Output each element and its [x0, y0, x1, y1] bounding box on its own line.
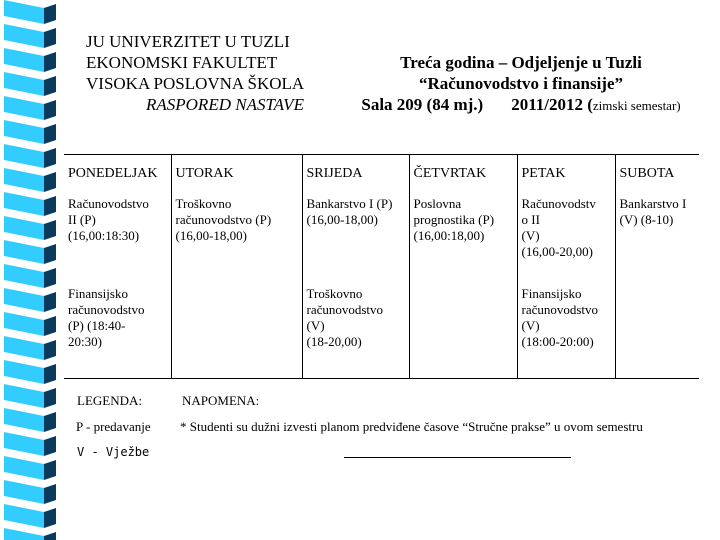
cell-saturday-2 [615, 282, 699, 379]
ribbon-segment [4, 48, 44, 72]
ribbon-shadow [44, 196, 56, 216]
cell-line: (V) [306, 318, 325, 333]
cell-line: (P) (18:40- [68, 318, 126, 333]
day-wednesday: SRIJEDA [302, 155, 409, 194]
cell-line: računovodstvo [68, 302, 145, 317]
ribbon-segment [4, 408, 44, 432]
cell-line: Troškovno [175, 196, 232, 211]
cell-line: (V) (8-10) [619, 212, 674, 227]
ribbon-segment [4, 240, 44, 264]
ribbon-shadow [44, 100, 56, 120]
cell-line: (16,00:18,00) [413, 228, 485, 243]
ribbon-shadow [44, 52, 56, 72]
cell-line: računovodstvo (P) [175, 212, 272, 227]
semester: zimski semestar) [592, 98, 681, 113]
ribbon-shadow [44, 124, 56, 144]
cell-line: prognostika (P) [413, 212, 495, 227]
cell-line: (16,00:18:30) [68, 228, 140, 243]
ribbon-shadow [44, 4, 56, 24]
day-header-row [64, 155, 699, 194]
cell-line: o II [521, 212, 540, 227]
ribbon-shadow [44, 292, 56, 312]
cell-friday-1 [517, 193, 615, 282]
study-program: “Računovodstvo i finansije” [418, 74, 624, 93]
cell-line: Troškovno [306, 286, 363, 301]
ribbon-shadow [44, 148, 56, 168]
ribbon-shadow [44, 340, 56, 360]
ribbon-shadow [44, 532, 56, 540]
cell-wednesday-2 [302, 282, 409, 379]
ribbon-shadow [44, 460, 56, 480]
cell-wednesday-1 [302, 193, 409, 282]
ribbon-segment [4, 456, 44, 480]
day-monday: PONEDELJAK [64, 155, 171, 194]
cell-line: (16,00-18,00) [175, 228, 247, 243]
cell-line: Finansijsko [521, 286, 582, 301]
cell-line: (16,00-20,00) [521, 244, 593, 259]
day-saturday: SUBOTA [615, 155, 699, 194]
ribbon-shadow [44, 220, 56, 240]
legend-exercise: V - Vježbe [77, 445, 150, 459]
cell-line: Računovodstv [521, 196, 596, 211]
cell-line: Bankarstvo I [619, 196, 687, 211]
cell-line: (V) [521, 228, 540, 243]
cell-tuesday-2 [171, 282, 302, 379]
ribbon-shadow [44, 508, 56, 528]
decorative-ribbon [0, 0, 62, 540]
cell-line: Poslovna [413, 196, 462, 211]
day-thursday: ČETVRTAK [409, 155, 517, 194]
ribbon-segment [4, 96, 44, 120]
cell-line: računovodstvo [521, 302, 599, 317]
cell-thursday-1 [409, 193, 517, 282]
legend-title: LEGENDA: [77, 393, 142, 408]
cell-line: (18-20,00) [306, 334, 362, 349]
faculty-name: EKONOMSKI FAKULTET [86, 53, 278, 72]
cell-saturday-1 [615, 193, 699, 282]
ribbon-segment [4, 336, 44, 360]
ribbon-segment [4, 120, 44, 144]
ribbon-segment [4, 216, 44, 240]
cell-monday-2 [64, 282, 171, 379]
institution-header [86, 31, 304, 115]
cell-line: Finansijsko [68, 286, 128, 301]
course-header [336, 52, 706, 116]
cell-line: (V) [521, 318, 540, 333]
day-tuesday: UTORAK [171, 155, 302, 194]
note-title: NAPOMENA: [182, 393, 260, 408]
legend-lecture: P - predavanje [76, 419, 151, 434]
ribbon-segment [4, 528, 44, 540]
ribbon-segment [4, 24, 44, 48]
university-name: JU UNIVERZITET U TUZLI [86, 32, 290, 51]
schedule-row-2 [64, 282, 699, 379]
cell-friday-2 [517, 282, 615, 379]
signature-line [344, 457, 571, 458]
room-year-line [336, 94, 706, 116]
ribbon-segment [4, 288, 44, 312]
cell-line: (16,00-18,00) [306, 212, 378, 227]
cell-monday-1 [64, 193, 171, 282]
cell-line: II (P) [68, 212, 96, 227]
cell-tuesday-1 [171, 193, 302, 282]
ribbon-shadow [44, 268, 56, 288]
cell-line: Računovodstvo [68, 196, 149, 211]
cell-line: računovodstvo [306, 302, 384, 317]
cell-line: (18:00-20:00) [521, 334, 594, 349]
ribbon-shadow [44, 412, 56, 432]
cell-line: Bankarstvo I (P) [306, 196, 393, 211]
academic-year: 2011/2012 ( [511, 95, 593, 114]
ribbon-segment [4, 168, 44, 192]
year-department: Treća godina – Odjeljenje u Tuzli [400, 53, 642, 72]
ribbon-segment [4, 264, 44, 288]
schedule-row-1 [64, 193, 699, 282]
school-name: VISOKA POSLOVNA ŠKOLA [86, 74, 305, 93]
ribbon-shadow [44, 484, 56, 504]
cell-line: 20:30) [68, 334, 102, 349]
ribbon-shadow [44, 244, 56, 264]
cell-thursday-2 [409, 282, 517, 379]
ribbon-shadow [44, 172, 56, 192]
ribbon-segment [4, 312, 44, 336]
ribbon-segment [4, 384, 44, 408]
ribbon-shadow [44, 28, 56, 48]
ribbon-segment [4, 0, 44, 24]
note-text: * Studenti su dužni izvesti planom predviđene časove “Stručne prakse” u ovom semestru [180, 419, 643, 434]
ribbon-shadow [44, 76, 56, 96]
ribbon-segment [4, 144, 44, 168]
room-info: Sala 209 (84 mj.) [361, 95, 484, 114]
schedule-table [64, 154, 699, 379]
ribbon-shadow [44, 316, 56, 336]
schedule-title: RASPORED NASTAVE [146, 95, 304, 114]
ribbon-shadow [44, 388, 56, 408]
day-friday: PETAK [517, 155, 615, 194]
ribbon-segment [4, 192, 44, 216]
ribbon-shadow [44, 364, 56, 384]
ribbon-segment [4, 480, 44, 504]
ribbon-segment [4, 504, 44, 528]
ribbon-shadow [44, 436, 56, 456]
ribbon-segment [4, 432, 44, 456]
ribbon-segment [4, 360, 44, 384]
ribbon-segment [4, 72, 44, 96]
